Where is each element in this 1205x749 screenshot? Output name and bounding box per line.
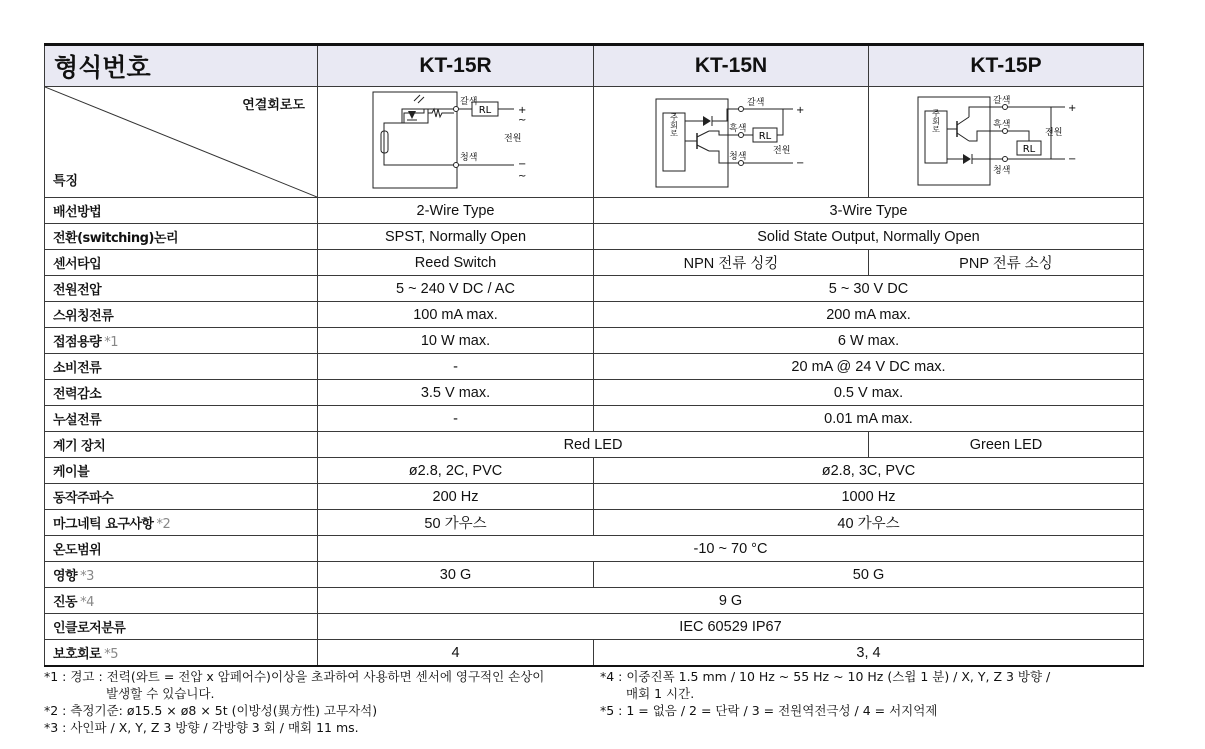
row-label-text: 케이블 — [53, 465, 90, 480]
row-label — [45, 432, 318, 458]
black-wire-label: 흑색 — [729, 124, 747, 134]
row-value: 40 가우스 — [594, 510, 1144, 536]
row-label-text: 배선방법 — [53, 205, 102, 220]
footnote-ref: *4 — [80, 595, 94, 610]
footnote-ref: *3 — [80, 569, 94, 584]
row-label — [45, 406, 318, 432]
row-label — [45, 380, 318, 406]
spec-row — [45, 510, 1144, 536]
blue-wire-label: 청색 — [993, 166, 1011, 176]
row-value: Green LED — [869, 432, 1144, 458]
row-label-text: 계기 장치 — [53, 439, 106, 454]
row-label — [45, 614, 318, 640]
row-value: 3, 4 — [594, 640, 1144, 667]
model-kt15p: KT-15P — [869, 45, 1144, 87]
footnote-1-cont: 발생할 수 있습니다. — [106, 686, 215, 701]
footnote-2: *2 : 측정기준: ø15.5 × ø8 × 5t (이방성(異方性) 고무자석) — [44, 703, 378, 718]
row-value: IEC 60529 IP67 — [318, 614, 1144, 640]
power-label: 전원 — [773, 146, 791, 156]
row-label — [45, 458, 318, 484]
plus-sign: + — [517, 105, 526, 116]
row-label-text: 전환(switching)논리 — [53, 231, 179, 246]
row-value: 2-Wire Type — [318, 198, 594, 224]
minus-sign: − — [796, 158, 805, 169]
row-value: 1000 Hz — [594, 484, 1144, 510]
spec-row — [45, 328, 1144, 354]
row-label-text: 마그네틱 요구사항 — [53, 517, 154, 532]
row-label-text: 전력감소 — [53, 387, 102, 402]
row-value: - — [318, 354, 594, 380]
model-kt15n: KT-15N — [594, 45, 869, 87]
row-label-text: 누설전류 — [53, 413, 102, 428]
footnote-ref: *1 — [104, 335, 119, 350]
spec-row — [45, 198, 1144, 224]
spec-row — [45, 224, 1144, 250]
connection-diagram-label: 연결회로도 — [242, 98, 305, 113]
rl-text: RL — [758, 131, 772, 142]
footnote-ref: *5 — [104, 647, 119, 662]
row-value: 9 G — [318, 588, 1144, 614]
footnote-3: *3 : 사인파 / X, Y, Z 3 방향 / 각방향 3 회 / 매회 11 ms. — [44, 720, 359, 735]
spec-row — [45, 406, 1144, 432]
row-label — [45, 250, 318, 276]
row-value: 0.5 V max. — [594, 380, 1144, 406]
row-label-text: 보호회로 — [53, 647, 102, 662]
row-label — [45, 588, 318, 614]
circuit-diagram-row — [45, 87, 1144, 198]
power-label: 전원 — [503, 134, 521, 144]
row-label — [45, 276, 318, 302]
row-value: 20 mA @ 24 V DC max. — [594, 354, 1144, 380]
row-value: -10 ~ 70 °C — [318, 536, 1144, 562]
row-value: 100 mA max. — [318, 302, 594, 328]
row-value: 50 G — [594, 562, 1144, 588]
row-value: 5 ~ 30 V DC — [594, 276, 1144, 302]
row-value: 50 가우스 — [318, 510, 594, 536]
row-label-text: 온도범위 — [53, 543, 102, 558]
row-label — [45, 484, 318, 510]
row-label — [45, 302, 318, 328]
footnote-ref: *2 — [156, 517, 171, 532]
reed-switch-circuit-diagram — [372, 91, 540, 189]
row-label-text: 동작주파수 — [53, 491, 114, 506]
row-label — [45, 328, 318, 354]
row-label-text: 진동 — [53, 595, 78, 610]
diagram-label-cell — [45, 87, 318, 198]
footnote-4-cont: 매회 1 시간. — [626, 686, 695, 701]
npn-circuit-diagram — [655, 91, 807, 189]
model-number-heading: 형식번호 — [45, 45, 318, 87]
row-label — [45, 640, 318, 667]
brown-wire-label: 갈색 — [459, 97, 477, 107]
pnp-circuit-diagram — [917, 91, 1095, 189]
rl-text: RL — [478, 105, 491, 116]
row-label — [45, 510, 318, 536]
diagram-kt15p-cell — [869, 87, 1144, 198]
row-value: ø2.8, 3C, PVC — [594, 458, 1144, 484]
brown-wire-label: 갈색 — [747, 98, 765, 108]
spec-row — [45, 354, 1144, 380]
plus-sign: + — [796, 105, 805, 116]
feature-label: 특징 — [53, 174, 79, 189]
spec-row — [45, 640, 1144, 667]
row-label-text: 센서타입 — [53, 257, 102, 272]
row-value: 200 Hz — [318, 484, 594, 510]
row-value: Solid State Output, Normally Open — [594, 224, 1144, 250]
plus-sign: + — [1068, 103, 1077, 114]
spec-row — [45, 536, 1144, 562]
rl-text: RL — [1022, 144, 1036, 155]
footnote-5: *5 : 1 = 없음 / 2 = 단락 / 3 = 전원역전극성 / 4 = 서지억제 — [600, 703, 938, 718]
model-kt15r: KT-15R — [318, 45, 594, 87]
spec-row — [45, 588, 1144, 614]
row-value: 3-Wire Type — [594, 198, 1144, 224]
row-value: PNP 전류 소싱 — [869, 250, 1144, 276]
row-label-text: 인클로저분류 — [53, 621, 126, 636]
row-label-text: 소비전류 — [53, 361, 102, 376]
row-label — [45, 536, 318, 562]
row-label-text: 스위칭전류 — [53, 309, 114, 324]
header-row — [45, 45, 1144, 87]
row-label — [45, 354, 318, 380]
spec-rows — [45, 198, 1144, 667]
row-label-text: 접점용량 — [53, 335, 102, 350]
row-value: 30 G — [318, 562, 594, 588]
row-label — [45, 562, 318, 588]
row-value: 3.5 V max. — [318, 380, 594, 406]
row-label — [45, 198, 318, 224]
spec-row — [45, 276, 1144, 302]
diagram-kt15n-cell — [594, 87, 869, 198]
row-value: Red LED — [318, 432, 869, 458]
spec-row — [45, 562, 1144, 588]
row-value: 4 — [318, 640, 594, 667]
spec-row — [45, 458, 1144, 484]
footnotes-right — [600, 668, 1160, 719]
row-label-text: 영향 — [53, 569, 78, 584]
minus-sign: − — [1068, 154, 1077, 165]
row-value: 200 mA max. — [594, 302, 1144, 328]
row-value: SPST, Normally Open — [318, 224, 594, 250]
tilde-top: ~ — [517, 115, 526, 126]
row-value: 6 W max. — [594, 328, 1144, 354]
spec-row — [45, 380, 1144, 406]
row-value: 0.01 mA max. — [594, 406, 1144, 432]
footnotes-left — [44, 668, 604, 736]
footnote-4: *4 : 이중진폭 1.5 mm / 10 Hz ~ 55 Hz ~ 10 Hz (스윕 1 분) / X, Y, Z 3 방향 / — [600, 669, 1051, 684]
black-wire-label: 흑색 — [993, 120, 1011, 130]
row-value: - — [318, 406, 594, 432]
spec-table — [44, 43, 1144, 667]
row-value: 5 ~ 240 V DC / AC — [318, 276, 594, 302]
spec-row — [45, 302, 1144, 328]
row-value: Reed Switch — [318, 250, 594, 276]
spec-row — [45, 484, 1144, 510]
power-label: 전원 — [1045, 128, 1063, 138]
main-circuit-label: 주회로 — [669, 113, 679, 137]
main-circuit-label: 주회로 — [931, 109, 941, 133]
row-label-text: 전원전압 — [53, 283, 102, 298]
diagram-kt15r-cell — [318, 87, 594, 198]
blue-wire-label: 청색 — [459, 153, 477, 163]
tilde-bottom: ~ — [517, 171, 526, 182]
minus-sign: − — [517, 159, 526, 170]
spec-row — [45, 614, 1144, 640]
row-value: 10 W max. — [318, 328, 594, 354]
blue-wire-label: 청색 — [729, 152, 747, 162]
spec-row — [45, 250, 1144, 276]
footnote-1: *1 : 경고 : 전력(와트 = 전압 x 암페어수)이상을 초과하여 사용하면 센서에 영구적인 손상이 — [44, 669, 545, 684]
row-label — [45, 224, 318, 250]
row-value: NPN 전류 싱킹 — [594, 250, 869, 276]
row-value: ø2.8, 2C, PVC — [318, 458, 594, 484]
spec-row — [45, 432, 1144, 458]
brown-wire-label: 갈색 — [993, 96, 1011, 106]
